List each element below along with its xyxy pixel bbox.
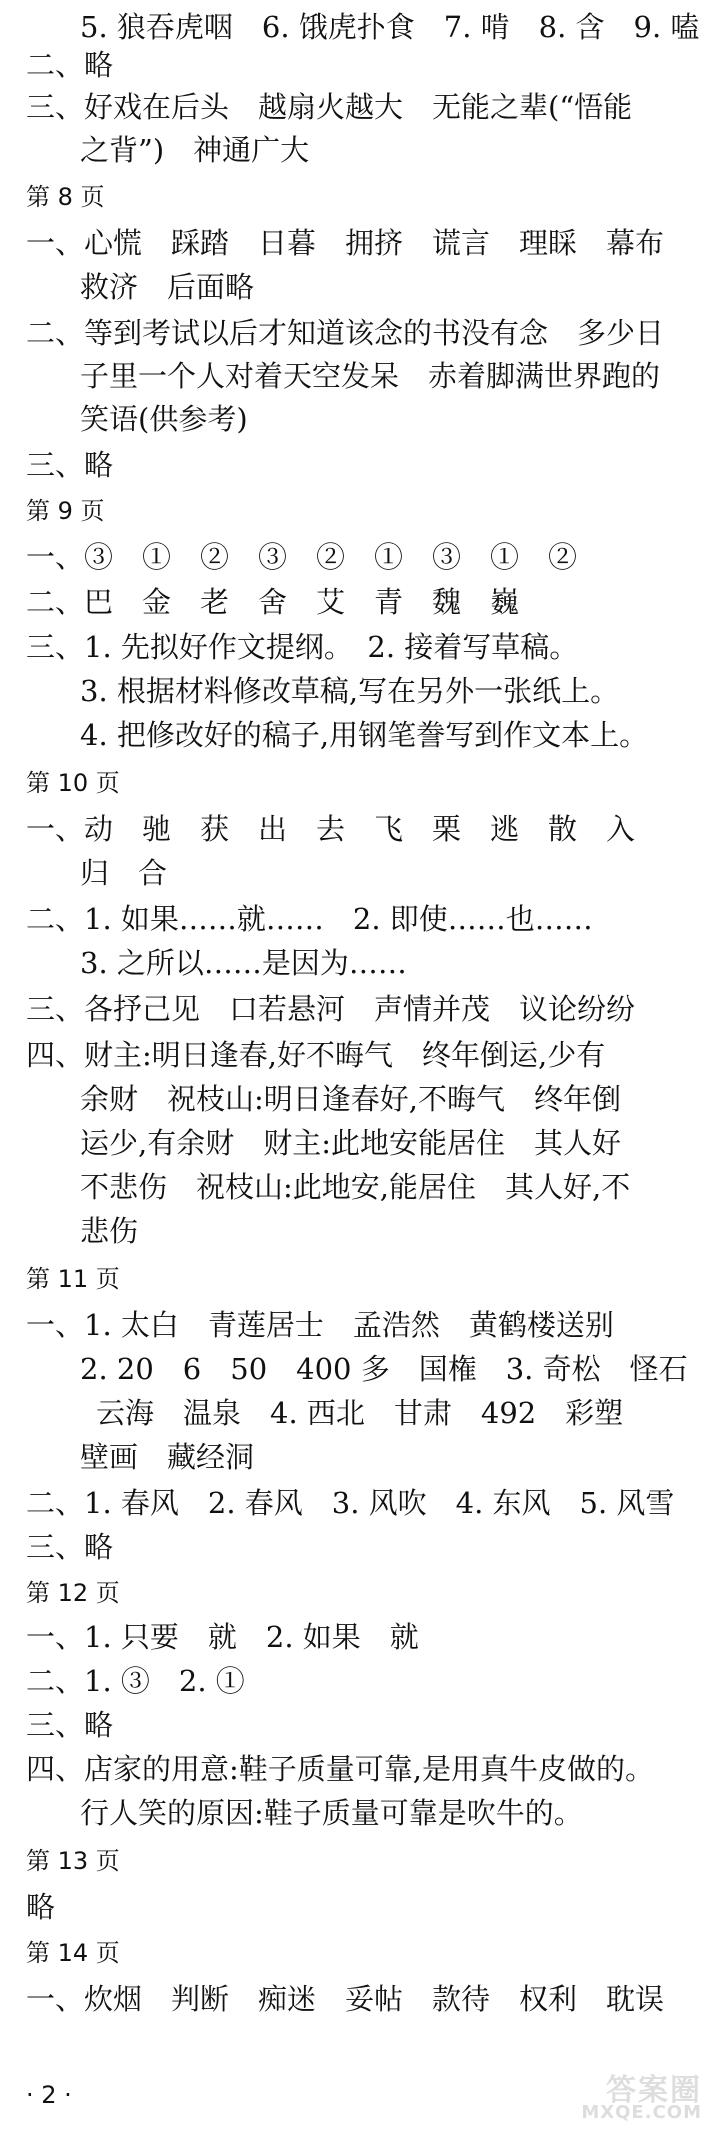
answer-line: 二、1. 春风 2. 春风 3. 风吹 4. 东风 5. 风雪	[26, 1486, 675, 1520]
answer-line: 略	[26, 1890, 56, 1924]
answer-line: 笑语(供参考)	[80, 402, 248, 436]
answer-line: 四、财主:明日逢春,好不晦气 终年倒运,少有	[26, 1038, 606, 1072]
page-number: · 2 ·	[26, 2081, 72, 2109]
answer-line: 二、巴 金 老 舍 艾 青 魏 巍	[26, 585, 520, 619]
answer-line: 二、1. ③ 2. ①	[26, 1664, 245, 1698]
page-heading: 第 11 页	[26, 1265, 120, 1293]
page-heading: 第 10 页	[26, 769, 120, 797]
watermark-logo	[498, 2065, 708, 2123]
page-heading: 第 13 页	[26, 1847, 120, 1875]
answer-line: 3. 之所以……是因为……	[80, 946, 407, 980]
page-heading: 第 12 页	[26, 1579, 120, 1607]
answer-line: 三、好戏在后头 越扇火越大 无能之辈(“悟能	[26, 90, 633, 124]
answer-line: 三、各抒己见 口若悬河 声情并茂 议论纷纷	[26, 992, 636, 1026]
answer-line: 悲伤	[80, 1214, 139, 1248]
answer-line: 一、1. 只要 就 2. 如果 就	[26, 1620, 419, 1654]
answer-line: 不悲伤 祝枝山:此地安,能居住 其人好,不	[80, 1170, 631, 1204]
answer-line: 3. 根据材料修改草稿,写在另外一张纸上。	[80, 674, 620, 708]
answer-line: 四、店家的用意:鞋子质量可靠,是用真牛皮做的。	[26, 1752, 654, 1786]
answer-line: 云海 温泉 4. 西北 甘肃 492 彩塑	[96, 1396, 624, 1430]
answer-line: 三、略	[26, 448, 114, 482]
answer-line: 二、1. 如果……就…… 2. 即使……也……	[26, 902, 593, 936]
answer-line: 2. 20 6 50 400 多 国権 3. 奇松 怪石	[80, 1352, 688, 1386]
answer-line: 归 合	[80, 856, 168, 890]
page-heading: 第 14 页	[26, 1939, 120, 1967]
answer-line: 三、略	[26, 1530, 114, 1564]
answer-line: 余财 祝枝山:明日逢春好,不晦气 终年倒	[80, 1082, 621, 1116]
answer-line: 一、③ ① ② ③ ② ① ③ ① ②	[26, 540, 578, 574]
answer-line: 之背”) 神通广大	[80, 133, 310, 167]
page-heading: 第 8 页	[26, 183, 105, 211]
answer-line: 行人笑的原因:鞋子质量可靠是吹牛的。	[80, 1796, 583, 1830]
answer-line: 5. 狼吞虎咽 6. 饿虎扑食 7. 啃 8. 含 9. 嗑	[80, 10, 700, 44]
answer-line: 一、动 驰 获 出 去 飞 栗 逃 散 入	[26, 812, 636, 846]
answer-line: 三、1. 先拟好作文提纲。 2. 接着写草稿。	[26, 630, 579, 664]
answer-line: 一、心慌 踩踏 日暮 拥挤 谎言 理睬 幕布	[26, 226, 665, 260]
answer-line: 壁画 藏经洞	[80, 1440, 255, 1474]
answer-line: 二、略	[26, 48, 114, 82]
answer-line: 4. 把修改好的稿子,用钢笔誊写到作文本上。	[80, 718, 649, 752]
answer-line: 运少,有余财 财主:此地安能居住 其人好	[80, 1126, 621, 1160]
answer-line: 二、等到考试以后才知道该念的书没有念 多少日	[26, 316, 665, 350]
answer-line: 救济 后面略	[80, 270, 255, 304]
answer-line: 三、略	[26, 1708, 114, 1742]
answer-line: 一、炊烟 判断 痴迷 妥帖 款待 权利 耽误	[26, 1982, 665, 2016]
answer-line: 子里一个人对着天空发呆 赤着脚满世界跑的	[80, 359, 661, 393]
page-heading: 第 9 页	[26, 497, 105, 525]
watermark-url: MXQE.COM	[581, 2102, 702, 2123]
answer-line: 一、1. 太白 青莲居士 孟浩然 黄鹤楼送别	[26, 1308, 614, 1342]
watermark-text: 答案圈	[606, 2073, 702, 2108]
